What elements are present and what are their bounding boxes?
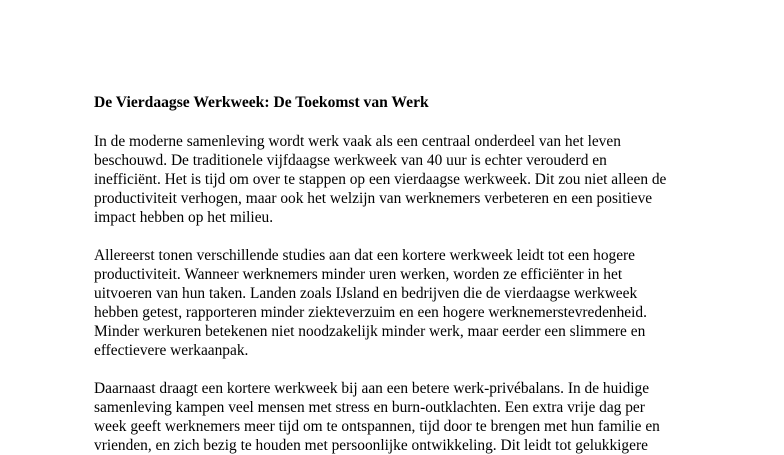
text-line: productiviteit. Wanneer werknemers minder uren werken, worden ze efficiënter in het	[94, 266, 623, 283]
document-body	[94, 93, 774, 455]
text-line: Minder werkuren betekenen niet noodzakelijk minder werk, maar eerder een slimmere en	[94, 323, 646, 340]
text-line: In de moderne samenleving wordt werk vaak als een centraal onderdeel van het leven	[94, 133, 621, 150]
text-line: inefficiënt. Het is tijd om over te stappen op een vierdaagse werkweek. Dit zou niet alleen de	[94, 171, 667, 188]
document-title: De Vierdaagse Werkweek: De Toekomst van Werk	[94, 94, 429, 111]
paragraph-3	[94, 379, 774, 455]
text-line: vrienden, en zich bezig te houden met persoonlijke ontwikkeling. Dit leidt tot gelukkigere	[94, 437, 648, 454]
text-line: week geeft werknemers meer tijd om te ontspannen, tijd door te brengen met hun familie en	[94, 418, 660, 435]
text-line: samenleving kampen veel mensen met stress en burn-outklachten. Een extra vrije dag per	[94, 399, 645, 416]
text-line: uitvoeren van hun taken. Landen zoals IJsland en bedrijven die de vierdaagse werkweek	[94, 285, 638, 302]
paragraph-1	[94, 132, 774, 227]
text-line: effectievere werkaanpak.	[94, 342, 249, 359]
text-line: productiviteit verhogen, maar ook het welzijn van werknemers verbeteren en een positieve	[94, 190, 653, 207]
paragraph-2	[94, 246, 774, 360]
text-line: impact hebben op het milieu.	[94, 209, 274, 226]
text-line: beschouwd. De traditionele vijfdaagse werkweek van 40 uur is echter verouderd en	[94, 152, 607, 169]
text-line: Allereerst tonen verschillende studies aan dat een kortere werkweek leidt tot een hogere	[94, 247, 636, 264]
text-line: hebben getest, rapporteren minder ziekteverzuim en een hogere werknemerstevredenheid.	[94, 304, 647, 321]
text-line: Daarnaast draagt een kortere werkweek bij aan een betere werk-privébalans. In de huidige	[94, 380, 650, 397]
